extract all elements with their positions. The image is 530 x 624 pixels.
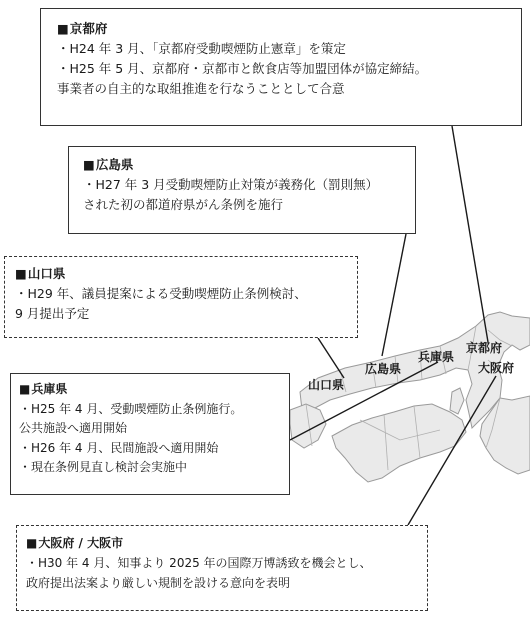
leader-hiroshima xyxy=(382,234,406,356)
hiroshima-info-box xyxy=(68,146,416,234)
map-label-yamaguchi: 山口県 xyxy=(308,378,345,392)
yamaguchi-box-title: ■ 山口県 xyxy=(15,264,347,284)
map-label-hiroshima: 広島県 xyxy=(365,362,402,376)
hiroshima-box-line: ・H27 年 3 月受動喫煙防止対策が義務化（罰則無） xyxy=(83,177,379,192)
hyogo-box-line: 公共施設へ適用開始 xyxy=(19,421,128,436)
map-label-kyoto: 京都府 xyxy=(466,341,503,355)
hiroshima-box-title: ■ 広島県 xyxy=(83,155,405,175)
awaji-island xyxy=(450,388,464,414)
kyushu-landmass xyxy=(290,404,326,448)
hyogo-info-box xyxy=(10,373,290,495)
osaka-box-line: ・H30 年 4 月、知事より 2025 年の国際万博誘致を機会とし、 xyxy=(26,556,372,570)
kyoto-box-title: ■ 京都府 xyxy=(57,19,509,39)
hiroshima-box-line: された初の都道府県がん条例を施行 xyxy=(83,197,284,212)
osaka-info-box xyxy=(16,525,428,611)
osaka-box-line: 政府提出法案より厳しい規制を設ける意向を表明 xyxy=(26,576,291,590)
hyogo-box-line: ・H26 年 4 月、民間施設へ適用開始 xyxy=(19,440,219,455)
hyogo-box-line: ・現在条例見直し検討会実施中 xyxy=(19,460,188,475)
shikoku-landmass xyxy=(332,404,466,482)
yamaguchi-box-line: ・H29 年、議員提案による受動喫煙防止条例検討、 xyxy=(15,286,307,301)
kyoto-box-line: 事業者の自主的な取組推進を行なうこととして合意 xyxy=(57,81,345,96)
map-label-hyogo: 兵庫県 xyxy=(418,350,455,364)
osaka-box-title: ■ 大阪府 / 大阪市 xyxy=(26,533,419,553)
map-label-osaka: 大阪府 xyxy=(478,361,515,375)
kyoto-box-line: ・H25 年 5 月、京都府・京都市と飲食店等加盟団体が協定締結。 xyxy=(57,61,428,76)
hyogo-box-title: ■ 兵庫県 xyxy=(19,380,281,400)
yamaguchi-info-box xyxy=(4,256,358,338)
yamaguchi-box-line: 9 月提出予定 xyxy=(15,306,90,321)
leader-yamaguchi xyxy=(318,338,344,378)
kyoto-box-line: ・H24 年 3 月、「京都府受動喫煙防止憲章」を策定 xyxy=(57,41,346,56)
kyoto-info-box xyxy=(40,8,522,126)
leader-kyoto xyxy=(452,126,488,342)
hyogo-box-line: ・H25 年 4 月、受動喫煙防止条例施行。 xyxy=(19,401,243,416)
